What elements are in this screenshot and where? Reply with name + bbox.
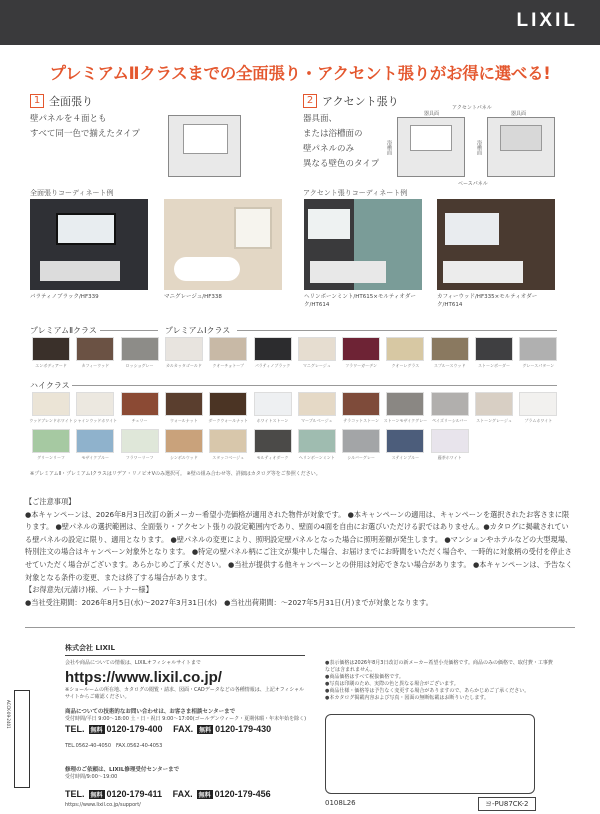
free-dial-icon: 無料	[197, 725, 213, 734]
note-line: ●表示価格は2026年8月3日改訂の新メーカー希望小売価格です。商品のみの価格で、取付費・工事費などは含まれません。	[325, 660, 553, 673]
photo-window	[234, 207, 272, 249]
photo-palatino-black	[30, 199, 148, 290]
swatch-label: フラワーリーフ	[125, 455, 154, 460]
section-number: 2	[303, 94, 317, 108]
color-swatch	[431, 337, 469, 361]
color-swatch	[32, 337, 70, 361]
section-2-heading	[303, 93, 399, 109]
swatch-label: マニグレージュ	[302, 363, 331, 368]
label-yokuso-2: 浴槽面	[476, 140, 482, 155]
color-swatch	[475, 337, 513, 361]
section-title: 全面張り	[49, 95, 93, 108]
desc-line: または浴槽面の	[303, 129, 363, 139]
catalog-code: ヨ-PU87CK-2	[478, 797, 536, 811]
color-swatch	[519, 337, 557, 361]
swatch-label: マーブルベージュ	[301, 418, 333, 423]
swatch-label: シンボルウッド	[169, 455, 198, 460]
swatch-label: テラコットストーン	[343, 418, 379, 423]
class-premium-1-label: プレミアムⅠクラス	[165, 326, 231, 335]
note-line: ●本カタログ掲載内容および写真・図面の無断転載はお断りいたします。	[325, 695, 489, 701]
fax-number: 0120-179-430	[215, 724, 272, 734]
photo-caffee-wood	[437, 199, 555, 290]
accent-diagram-kigu	[397, 117, 465, 177]
swatch-label: カルカッタゴールド	[165, 363, 202, 368]
footer-divider	[25, 627, 575, 628]
swatch-label: ホワイトストーン	[256, 418, 289, 423]
swatch-label: カフィーウッド	[81, 363, 110, 368]
tel-label: TEL.	[65, 724, 85, 734]
section-2-desc	[303, 112, 379, 172]
center1-contact	[65, 724, 271, 734]
ship-period: ●当社出荷期間：〜2027年5月31日(月)までが対象となります。	[224, 597, 433, 607]
class-high-label: ハイクラス	[30, 381, 70, 390]
swatch-label: モルティオダーク	[256, 455, 289, 460]
divider	[72, 385, 557, 386]
accent-diagram-yokuso	[487, 117, 555, 177]
photo-window	[56, 213, 116, 245]
class-premium-2-label: プレミアムⅡクラス	[30, 326, 97, 335]
color-swatch	[342, 392, 380, 416]
photo-bathtub	[443, 261, 523, 283]
support-link[interactable]: https://www.lixil.co.jp/support/	[65, 802, 141, 808]
color-swatch	[519, 392, 557, 416]
swatch-label: モザイクブルー	[81, 455, 110, 460]
swatch-label: チェリー	[131, 418, 148, 423]
site-lead: 会社や商品についての情報は、LIXILオフィシャルサイトまで	[65, 660, 201, 666]
lixil-logo: LIXIL	[516, 10, 578, 31]
color-swatch	[254, 392, 292, 416]
official-site-link[interactable]: https://www.lixil.co.jp/	[65, 669, 222, 686]
color-swatch	[254, 429, 292, 453]
desc-line: 異なる壁色のタイプ	[303, 159, 380, 169]
photo-bathtub	[174, 257, 240, 281]
color-swatch	[431, 392, 469, 416]
color-swatch	[165, 429, 203, 453]
photo-window	[308, 209, 350, 239]
note-line: ●商品価格はすべて税抜価格です。	[325, 674, 404, 680]
color-swatch	[209, 392, 247, 416]
swatch-label: ストーングレージュ	[476, 418, 512, 423]
label-base: ベースパネル	[458, 181, 488, 187]
center1-hours: 受付時間/平日 9:00〜18:00 土・日・祝日 9:00〜17:00(ゴールデンウィーク・夏期休暇・年末年始を除く)	[65, 716, 307, 722]
swatch-label: クオーレグラス	[391, 363, 420, 368]
bathroom-window	[183, 124, 228, 154]
barcode	[14, 690, 30, 788]
photo-caption: カフィーウッド/HF335×モルティオダーク/HT614	[437, 294, 538, 308]
color-swatch	[76, 429, 114, 453]
photo-bathtub	[40, 261, 120, 281]
center1-title: 商品についての技術的なお問い合わせは、お客さま相談センターまで	[65, 709, 236, 715]
section-number: 1	[30, 94, 44, 108]
side-code: ACCK-09-2401	[6, 700, 11, 729]
print-code: 0108L26	[325, 799, 356, 807]
swatch-note: ※プレミアムⅡ・プレミアムⅠクラスはリデア・リノビオVのみ選択可。 ※壁の組み合わせ等、詳細はカタログ等をご参照ください。	[30, 471, 321, 477]
swatch-label: ストーンボーダー	[478, 363, 510, 368]
note-line: ●写真は印刷のため、実際の色と異なる場合がございます。	[325, 681, 459, 687]
color-swatch	[121, 429, 159, 453]
swatch-label: ウッドブレンドホワイト	[29, 418, 73, 423]
swatch-label: スプルースウッド	[433, 363, 466, 368]
color-swatch	[121, 337, 159, 361]
fax-label: FAX.	[172, 789, 193, 799]
swatch-label: ダークウォールナット	[208, 418, 249, 423]
color-swatch	[298, 429, 336, 453]
color-swatch	[121, 392, 159, 416]
desc-line: 壁パネルを４面とも	[30, 114, 107, 124]
color-swatch	[254, 337, 292, 361]
swatch-label: クオーチョトープ	[212, 363, 245, 368]
color-swatch	[298, 337, 336, 361]
section-1-desc	[30, 112, 140, 142]
swatch-label: パラティノブラック	[254, 363, 291, 368]
swatch-label: ステインブルー	[391, 455, 420, 460]
swatch-label: エンボディアード	[35, 363, 67, 368]
color-swatch	[386, 337, 424, 361]
photo-mani-beige	[164, 199, 282, 290]
color-swatch	[76, 337, 114, 361]
bathroom-window	[410, 125, 452, 151]
center2-contact	[65, 789, 271, 799]
photo-caption: ヘリンボーンミント/HT615×モルティオダーク/HT614	[304, 294, 416, 308]
desc-line: すべて同一色で揃えたタイプ	[30, 129, 140, 139]
note-line: ●商品仕様・価格等は予告なく変更する場合がありますので、あらかじめご了承ください。	[325, 688, 530, 694]
section-1-heading	[30, 93, 93, 109]
free-dial-icon: 無料	[197, 790, 213, 799]
swatch-label: ロッショグレー	[125, 363, 154, 368]
color-swatch	[165, 337, 203, 361]
fax-number: 0120-179-456	[214, 789, 271, 799]
color-swatch	[298, 392, 336, 416]
free-dial-icon: 無料	[89, 725, 105, 734]
divider	[65, 655, 305, 656]
desc-line: 器具面、	[303, 114, 338, 124]
header-bar	[0, 0, 600, 45]
swatch-label: ウォールナット	[170, 418, 198, 423]
swatch-label: プラムホワイト	[524, 418, 553, 423]
swatch-label: ペイズリーシルバー	[431, 418, 468, 423]
site-note: ※ショールームの所在地、カタログの閲覧・請求、図面・CADデータなどの各種情報は、上記オフィシャルサイトからご確認ください。	[65, 687, 305, 700]
bathroom-window	[500, 125, 542, 151]
photo-window	[445, 213, 499, 245]
photo-caption: マニグレージュ/HF338	[164, 294, 222, 300]
color-swatch	[386, 429, 424, 453]
color-swatch	[342, 429, 380, 453]
color-swatch	[209, 429, 247, 453]
tel-number[interactable]: 0120-179-411	[106, 789, 163, 799]
swatch-label: ヘリンボーンミント	[298, 455, 335, 460]
color-swatch	[475, 392, 513, 416]
label-yokuso: 浴槽面	[386, 140, 392, 155]
center1-alt: TEL.0562-40-4050 FAX.0562-40-4053	[65, 743, 163, 749]
company-name: 株式会社 LIXIL	[65, 644, 115, 652]
full-wall-diagram	[168, 115, 241, 177]
swatch-label: スタッコベージュ	[212, 455, 245, 460]
campaign-headline: プレミアムⅡクラスまでの全面張り・アクセント張りがお得に選べる!	[49, 64, 551, 83]
tel-label: TEL.	[65, 789, 85, 799]
period-line	[25, 597, 575, 610]
color-swatch	[386, 392, 424, 416]
tel-number[interactable]: 0120-179-400	[106, 724, 163, 734]
swatch-label: シャインウッドホワイト	[73, 418, 118, 423]
target-heading: 【お得意先(元請け)様、パートナー様】	[25, 585, 153, 595]
center2-hours: 受付時間/9:00〜19:00	[65, 774, 118, 780]
label-kigu: 器具面	[424, 111, 440, 117]
free-dial-icon: 無料	[89, 790, 105, 799]
center2-title: 修理のご依頼は、LIXIL修理受付センターまで	[65, 767, 180, 773]
photo-caption: パラティノブラック/HF339	[30, 294, 99, 300]
swatch-label: グレースパターン	[522, 363, 555, 368]
full-coord-label: 全面張りコーディネート例	[30, 189, 114, 197]
swatch-label: シルバーグレー	[347, 455, 375, 460]
swatch-label: ストーンモザイクグレー	[383, 418, 428, 423]
accent-coord-label: アクセント張りコーディネート例	[303, 189, 408, 197]
color-swatch	[431, 429, 469, 453]
swatch-label: 藤茶ホワイト	[437, 455, 462, 460]
dealer-stamp-box	[325, 714, 535, 794]
color-swatch	[76, 392, 114, 416]
color-swatch	[209, 337, 247, 361]
color-swatch	[165, 392, 203, 416]
color-swatch	[32, 429, 70, 453]
divider	[100, 330, 158, 331]
order-period: ●当社受注期間：2026年8月5日(水)〜2027年3月31日(水)	[25, 597, 217, 607]
swatch-label: グリーンリーフ	[37, 455, 65, 460]
desc-line: 壁パネルのみ	[303, 144, 355, 154]
fax-label: FAX.	[173, 724, 194, 734]
section-title: アクセント張り	[322, 95, 399, 108]
swatch-label: フラワーガーデン	[345, 363, 378, 368]
photo-herringbone-mint	[304, 199, 422, 290]
color-swatch	[32, 392, 70, 416]
terms-body: ●本キャンペーンは、2026年8月3日改訂の新メーカー希望小売価格が適用された物件が対象です。 ●本キャンペーンの適用は、キャンペーンを選択されたお客さまに限ります。 ●壁パネルの選択範囲は、全面張り・アクセント張りの設定範囲内であり、壁面の4面を自由にお選びいただける訳ではありません。●カタログに掲載されている壁パネルの設定に限り、適用となります。 ●壁パネルの変更により、照明設定壁パネルとなった場合に照明差額が発生します。 ●マンションやホテルなどの大型現場、特別注文の場合はキャンペーン対象外となります。 ●特定の壁パネル柄にご注文が集中した場合、お届けまでにお時間をいただく場合や、一時的に対象柄の受付を停止させていただく場合がございます。あらかじめご了承ください。 ●当社が提供する他キャンペーンとの併用は対応できない場合があります。 ●本キャンペーンは、予告なく対象となる条件の変更、または終了する場合があります。	[25, 509, 573, 582]
photo-bathtub	[310, 261, 386, 283]
color-swatch	[342, 337, 380, 361]
right-notes	[325, 660, 555, 702]
terms-block	[25, 496, 575, 609]
label-kigu-2: 器具面	[511, 111, 527, 117]
divider	[237, 330, 557, 331]
label-accent: アクセントパネル	[452, 105, 492, 111]
terms-heading: 【ご注意事項】	[25, 497, 76, 506]
